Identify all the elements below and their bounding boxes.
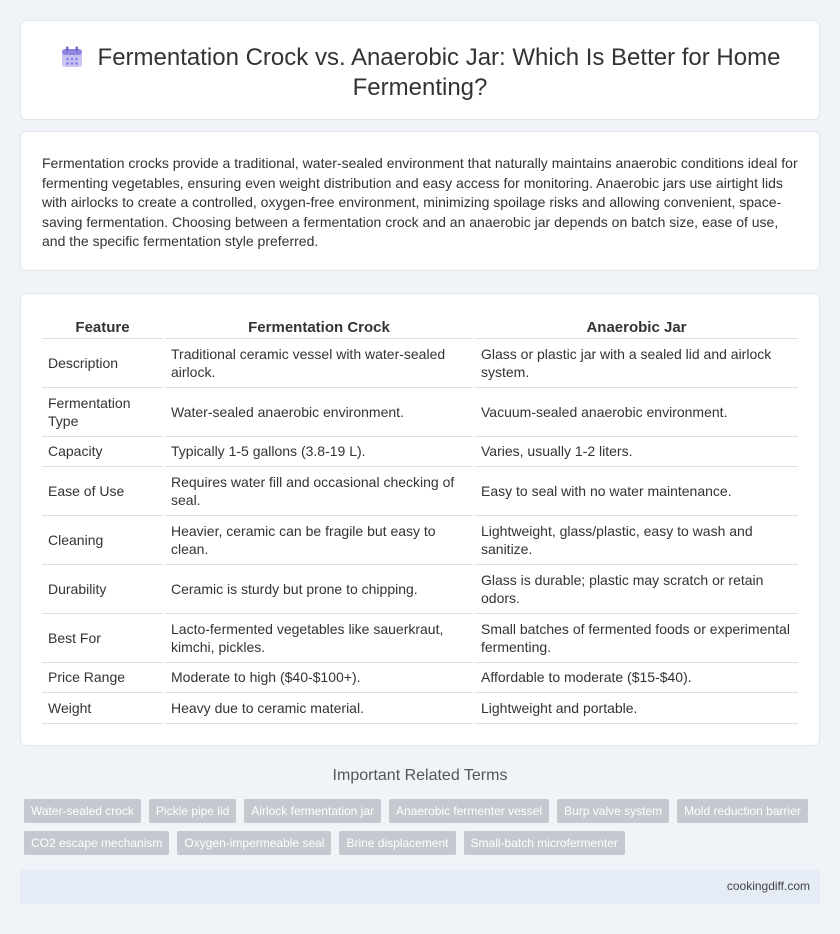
- jar-cell: Vacuum-sealed anaerobic environment.: [474, 387, 798, 436]
- related-terms-title: Important Related Terms: [332, 767, 508, 784]
- tag-anaerobic-fermenter-vessel[interactable]: Anaerobic fermenter vessel: [389, 799, 549, 823]
- jar-cell: Affordable to moderate ($15-$40).: [474, 662, 798, 692]
- crock-cell: Water-sealed anaerobic environment.: [164, 387, 474, 436]
- crock-cell: Requires water fill and occasional checking of seal.: [164, 466, 474, 515]
- tag-water-sealed-crock[interactable]: Water-sealed crock: [24, 799, 141, 823]
- intro-card: [20, 131, 820, 271]
- jar-cell: Glass or plastic jar with a sealed lid and airlock system.: [474, 338, 798, 387]
- crock-cell: Typically 1-5 gallons (3.8-19 L).: [164, 436, 474, 466]
- crock-cell: Traditional ceramic vessel with water-sealed airlock.: [164, 338, 474, 387]
- tag-oxygen-impermeable-seal[interactable]: Oxygen-impermeable seal: [177, 831, 331, 855]
- page-title-wrap: [51, 43, 789, 103]
- crock-cell: Moderate to high ($40-$100+).: [164, 662, 474, 692]
- header-jar: Anaerobic Jar: [474, 314, 798, 338]
- feature-cell: Weight: [42, 692, 164, 723]
- table-row: [42, 436, 798, 466]
- tag-mold-reduction-barrier[interactable]: Mold reduction barrier: [677, 799, 808, 823]
- feature-cell: Ease of Use: [42, 466, 164, 515]
- footer: [20, 870, 820, 904]
- intro-paragraph: Fermentation crocks provide a traditional, water-sealed environment that naturally maintains anaerobic conditions ideal for fermenting vegetables, ensuring even weight distribution and easy access for monitoring. Anaerobic jars use airtight lids with airlocks to create a controlled, oxygen-free environment, minimizing spoilage risks and allowing convenient, space-saving fermentation. Choosing between a fermentation crock and an anaerobic jar depends on batch size, ease of use, and the specific fermentation style preferred.: [42, 155, 798, 249]
- table-row: [42, 466, 798, 515]
- tag-burp-valve-system[interactable]: Burp valve system: [557, 799, 669, 823]
- crock-cell: Ceramic is sturdy but prone to chipping.: [164, 564, 474, 613]
- feature-cell: Description: [42, 338, 164, 387]
- jar-cell: Lightweight and portable.: [474, 692, 798, 723]
- comparison-table: [42, 314, 798, 724]
- feature-cell: Price Range: [42, 662, 164, 692]
- jar-cell: Varies, usually 1-2 liters.: [474, 436, 798, 466]
- feature-cell: Fermentation Type: [42, 387, 164, 436]
- footer-site[interactable]: cookingdiff.com: [726, 879, 810, 893]
- related-tags: [24, 799, 820, 863]
- crock-cell: Lacto-fermented vegetables like sauerkraut, kimchi, pickles.: [164, 613, 474, 662]
- table-row: [42, 564, 798, 613]
- feature-cell: Cleaning: [42, 515, 164, 564]
- table-row: [42, 692, 798, 723]
- tag-airlock-fermentation-jar[interactable]: Airlock fermentation jar: [244, 799, 381, 823]
- table-row: [42, 662, 798, 692]
- header-feature: Feature: [42, 314, 164, 338]
- tag-brine-displacement[interactable]: Brine displacement: [339, 831, 455, 855]
- tag-row: [24, 831, 820, 855]
- calendar-icon: [60, 45, 84, 69]
- tag-row: [24, 799, 820, 823]
- header-crock: Fermentation Crock: [164, 314, 474, 338]
- crock-cell: Heavier, ceramic can be fragile but easy to clean.: [164, 515, 474, 564]
- table-row: [42, 613, 798, 662]
- table-header-row: [42, 314, 798, 338]
- table-row: [42, 387, 798, 436]
- comparison-card: [20, 293, 820, 746]
- feature-cell: Best For: [42, 613, 164, 662]
- tag-pickle-pipe-lid[interactable]: Pickle pipe lid: [149, 799, 236, 823]
- jar-cell: Lightweight, glass/plastic, easy to wash and sanitize.: [474, 515, 798, 564]
- feature-cell: Capacity: [42, 436, 164, 466]
- tag-co2-escape-mechanism[interactable]: CO2 escape mechanism: [24, 831, 169, 855]
- feature-cell: Durability: [42, 564, 164, 613]
- crock-cell: Heavy due to ceramic material.: [164, 692, 474, 723]
- jar-cell: Small batches of fermented foods or experimental fermenting.: [474, 613, 798, 662]
- table-row: [42, 338, 798, 387]
- jar-cell: Easy to seal with no water maintenance.: [474, 466, 798, 515]
- title-card: [20, 20, 820, 120]
- table-row: [42, 515, 798, 564]
- tag-small-batch-microfermenter[interactable]: Small-batch microfermenter: [464, 831, 625, 855]
- jar-cell: Glass is durable; plastic may scratch or retain odors.: [474, 564, 798, 613]
- page-title: Fermentation Crock vs. Anaerobic Jar: Which Is Better for Home Fermenting?: [97, 44, 781, 101]
